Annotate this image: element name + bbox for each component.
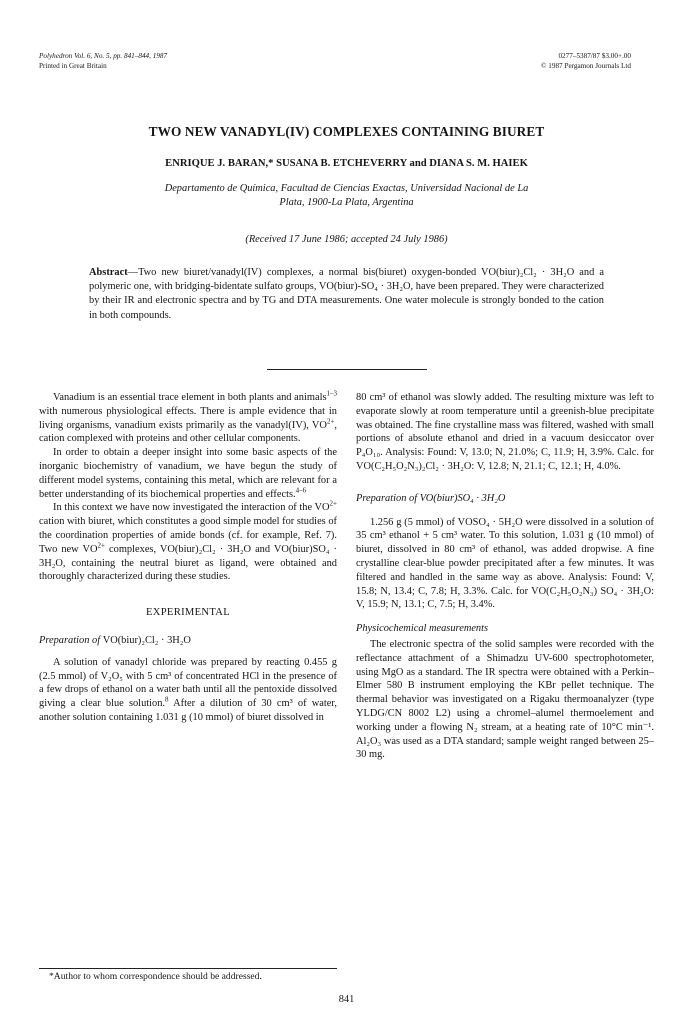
left-column [39, 391, 337, 725]
text-run: complexes, VO(biur)₂Cl₂ · 3H₂O and VO(biur)SO₄ · 3H₂O, containing the neutral biuret as ligand, were obtained and thoroughly characterized during these studies. [39, 543, 337, 583]
journal-citation: Polyhedron Vol. 6, No. 5, pp. 841–844, 1987 [39, 52, 168, 60]
author-list: ENRIQUE J. BARAN,* SUSANA B. ETCHEVERRY and DIANA S. M. HAIEK [165, 158, 528, 169]
running-header-right [541, 52, 631, 71]
right-column [356, 391, 654, 762]
abstract-text: —Two new biuret/vanadyl(IV) complexes, a normal bis(biuret) oxygen-bonded VO(biur)₂Cl₂ · 3H₂O and a polymeric one, with bridging-bidentate sulfato groups, VO(biur)-SO₄ · 3H₂O, have been prepared. They were characterized by their IR and electronic spectra and by TG and DTA measurements. One water molecule is strongly bonded to the cation in both compounds. [89, 267, 604, 321]
subheading-label: Preparation of [39, 634, 101, 646]
preparation-paragraph-1-cont: 80 cm³ of ethanol was slowly added. The resulting mixture was left to evaporate slowly at room temperature until a greenish-blue precipitate was obtained. The fine crystalline mass was filtered, washed with small portions of absolute ethanol and dried in a vacuum desiccator over P₄O₁₀. Analysis: Found: V, 13.0; N, 21.0%; C, 11.9; H, 3.9%. Calc. for VO(C₂H₅O₂N₃)₂Cl₂ · 3H₂O: V, 12.8; N, 21.1; C, 12.1; H, 4.0%. [356, 392, 654, 472]
text-run: A solution of vanadyl chloride was prepared by reacting 0.455 g (2.5 mmol) of V₂O₅ with 5 cm³ of concentrated HCl in the presence of a few drops of ethanol on a water bath until all the pentoxide dissolved giving a clear blue solution. [39, 656, 337, 710]
article-title: TWO NEW VANADYL(IV) COMPLEXES CONTAINING BIURET [148, 124, 545, 139]
reference-superscript: 4–6 [295, 486, 307, 495]
abstract-divider [267, 369, 427, 370]
charge-superscript: 2+ [97, 541, 105, 550]
intro-paragraph-2 [39, 446, 337, 501]
intro-paragraph-1 [39, 391, 337, 446]
subheading-physicochemical: Physicochemical measurements [356, 623, 489, 635]
affiliation-line-1: Departamento de Química, Facultad de Ciencias Exactas, Universidad Nacional de La [164, 183, 529, 194]
printed-in: Printed in Great Britain [39, 61, 107, 70]
issn-price: 0277–5387/87 $3.00+.00 [558, 52, 631, 60]
abstract [89, 266, 604, 323]
intro-paragraph-3 [39, 501, 337, 584]
subheading-label: Preparation of [356, 492, 418, 504]
reference-superscript: 1–3 [326, 389, 337, 398]
footnote-divider [39, 968, 337, 969]
text-run: In order to obtain a deeper insight into some basic aspects of the inorganic biochemistry of vanadium, we have begun the study of different model systems, containing this metal, which are relevant for a better understanding of its biochemical properties and effects. [39, 447, 337, 500]
text-run: In this context we have now investigated the interaction of the VO [53, 502, 330, 514]
subheading-formula: VO(biur)₂Cl₂ · 3H₂O [102, 634, 191, 646]
received-dates: (Received 17 June 1986; accepted 24 July 1986) [245, 234, 448, 245]
subheading-preparation-2 [356, 492, 654, 506]
charge-superscript: 2+ [326, 417, 335, 426]
abstract-label: Abstract [89, 267, 128, 278]
subheading-preparation-1 [39, 634, 337, 648]
running-header-left [39, 52, 167, 71]
text-run: Vanadium is an essential trace element in both plants and animals [53, 392, 327, 403]
preparation-paragraph-1 [39, 656, 337, 725]
text-run: After a dilution of 30 cm³ of water, another solution containing 1.031 g (10 mmol) of biuret dissolved in [39, 698, 337, 723]
page-number: 841 [338, 994, 355, 1005]
copyright: © 1987 Pergamon Journals Ltd [541, 61, 631, 70]
text-run: , cation complexed with proteins and other cellular components. [39, 419, 337, 445]
reference-superscript: 8 [165, 695, 169, 704]
measurements-paragraph: The electronic spectra of the solid samples were recorded with the reflectance attachment of a Shimadzu UV-600 spectrophotometer, using MgO as a standard. The IR spectra were obtained with a Perkin–Elmer 580 B instrument employing the KBr pellet technique. The thermal behavior was investigated on a Rigaku thermoanalyzer (type YLDG/CN 8002 L2) using a chromel–alumel thermoelement and working under a flowing N₂ stream, at a heating rate of 10°C min⁻¹. Al₂O₃ was used as a DTA standard; sample weight ranged between 25–30 mg. [356, 638, 654, 761]
affiliation-line-2: Plata, 1900-La Plata, Argentina [279, 196, 414, 208]
preparation-paragraph-2: 1.256 g (5 mmol) of VOSO₄ · 5H₂O were dissolved in a solution of 35 cm³ ethanol + 5 cm³ water. To this solution, 1.031 g (10 mmol) of biuret, dissolved in 80 cm³ of ethanol, was added dropwise. A fine crystalline clear-blue powder precipitated after a few minutes. It was filtered and handled in the same way as above. Analysis: Found: V, 15.8; N, 13.4; C, 7.8; H, 3.3%. Calc. for VO(C₂H₅O₂N₃) SO₄ · 3H₂O: V, 15.9; N, 13.1; C, 7.5; H, 3.4%. [356, 516, 654, 611]
section-heading-experimental: EXPERIMENTAL [146, 607, 230, 619]
charge-superscript: 2+ [329, 499, 337, 508]
subheading-formula: VO(biur)SO₄ · 3H₂O [419, 492, 506, 504]
text-run: cation with biuret, which constitutes a good simple model for studies of the coordination properties of amide bonds (cf. for example, Ref. 7). Two new VO [39, 516, 337, 555]
author-footnote: *Author to whom correspondence should be addressed. [49, 971, 262, 982]
affiliation [80, 182, 613, 209]
text-run: with numerous physiological effects. There is ample evidence that in living organisms, vanadium exists primarily as the vanadyl(IV), VO [39, 405, 337, 431]
